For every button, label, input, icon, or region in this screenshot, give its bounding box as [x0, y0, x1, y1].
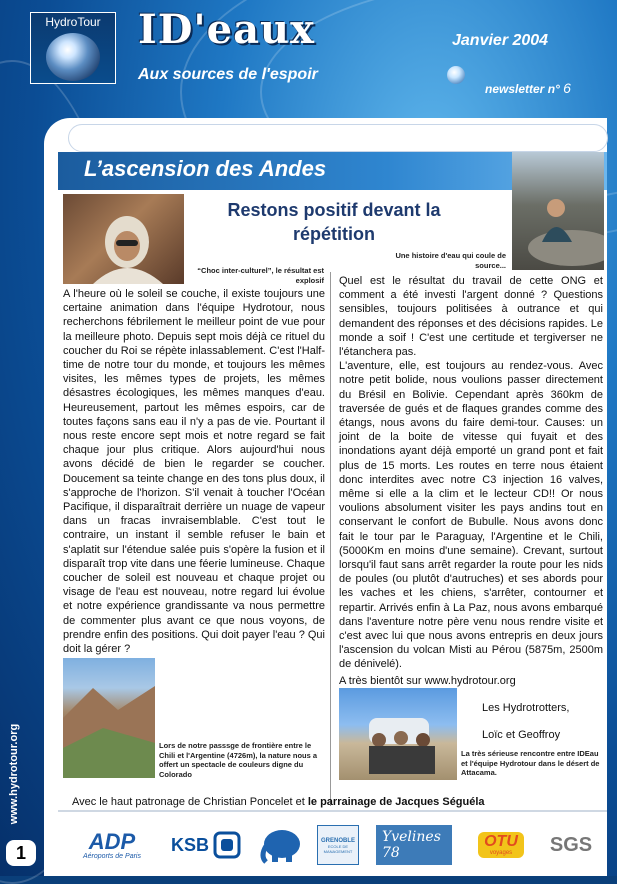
left-column-paragraph: A l'heure où le soleil se couche, il existe toujours une certaine animation dans l'équipe Hydrotour, nous recherchons fébrilement le meilleur point de vue pour la meilleure photo. Depuis sept mois déjà ce rituel du coucher du Roi se répète inlassablement. C'est l'Half-time de notre tour du monde, et toujours les mêmes visites, les mêmes types de projets, les mêmes désastres écologiques, les mêmes manques d'eau. Heureusement, partout les mêmes espoirs, car de toutes façons sans eau il n'y a pas de vie. Pourtant il nous reste encore sept mois et notre regard se fait chaque jour plus critique. Alors aujourd'hui nous avons décidé de bien le regarder se coucher. Doucement sa teinte change en des tons plus doux, il s'approche de l'horizon. S'il venait à toucher l'Océan Pacifique, il disparaîtrait derrière un nuage de vapeur dans un fracas invraisemblable. C'est tout le contraire, un instant il semble refuser le bain et s'aplatit sur l'étendue salée puis s'opère la fusion et il disparaît trop vite dans une féerie lumineuse. Chaque coucher de soleil est nouveau et chaque projet ou visage de l'eau est nouveau, notre regard lui évolue et notre expérience grandissante va nous permettre de commenter plus avant ce que nous voyons, de prendre enfin des positions. Qui doit payer l'eau ? Qui doit la gérer ? [63, 288, 325, 656]
side-website-text: www.hydrotour.org [8, 723, 21, 825]
sponsor-logo-adp [72, 826, 152, 864]
photo-colorful-mountains [63, 658, 155, 778]
photo-man-illustration [63, 194, 184, 284]
sponsor-logo-elephant [256, 826, 306, 864]
side-website [4, 720, 34, 830]
sponsor-yvelines-name: Yvelines 78 [376, 825, 452, 865]
right-column [339, 274, 603, 672]
closing-line: A très bientôt sur www.hydrotour.org [339, 675, 516, 687]
sponsor-grenoble-sub: ECOLE DE MANAGEMENT [323, 844, 353, 854]
sponsor-otu-name: OTU [484, 833, 518, 850]
photo-person-in-water [512, 152, 604, 270]
photo-team-illustration [339, 688, 457, 780]
sponsor-otu-sub: voyages [489, 850, 513, 856]
caption-top-left: “Choc inter-culturel”, le résultat est explosif [197, 266, 324, 285]
section-title: L’ascension des Andes [84, 156, 327, 181]
sponsor-grenoble-name: GRENOBLE [320, 838, 355, 844]
newsletter-title: ID'eaux [138, 6, 315, 53]
globe-icon [46, 33, 100, 81]
signature-line-1: Les Hydrotrotters, [482, 702, 570, 714]
caption-bottom-right: La très sérieuse rencontre entre IDEau et l'équipe Hydrotour dans le désert de Attacama. [461, 749, 600, 777]
left-column [63, 287, 325, 656]
elephant-icon [258, 826, 304, 864]
issue-value: 6 [563, 80, 571, 96]
issue-number [485, 80, 571, 96]
page-number: 1 [6, 840, 36, 866]
hydrotour-logo [30, 12, 116, 84]
water-drop-icon [447, 66, 465, 84]
patronage-text: Avec le haut patronage de Christian Poncelet et [72, 796, 308, 808]
photo-team-meeting [339, 688, 457, 780]
sponsor-ksb-name: KSB [170, 834, 209, 855]
sponsor-logo-yvelines [376, 826, 452, 864]
sponsor-logo-otu [470, 826, 532, 864]
issue-label: newsletter n° [485, 82, 560, 96]
signature-line-2: Loïc et Geoffroy [482, 729, 561, 741]
sponsor-logo-grenoble [316, 826, 360, 864]
caption-bottom-left: Lors de notre passsge de frontière entre le Chili et l'Argentine (4726m), la nature nous a offert un spectacle de couleurs digne du Colorado [159, 741, 318, 779]
sponsorship-text: le parrainage de Jacques Séguéla [307, 796, 485, 808]
issue-date: Janvier 2004 [452, 32, 549, 49]
ksb-mark-icon [213, 831, 241, 859]
caption-top-right: Une histoire d'eau qui coule de source... [395, 251, 506, 270]
top-banner [68, 124, 608, 152]
sponsor-adp-sub: Aéroports de Paris [83, 852, 141, 860]
sponsor-logo-ksb [164, 826, 248, 864]
right-column-paragraph-2: L'aventure, elle, est toujours au rendez-vous. Avec notre petit bolide, nous voulions passer directement du Brésil en Bolivie. Cependant après 360km de traversée de gués et de flaques grandes comme des étangs, nous avons du faire demi-tour. Causes: un joint de la boite de vitesse qui fuyait et des inondations ayant déjà emporté un grand pont et fait plus de 15 morts. Les routes en terre nous étaient donc interdites avec notre C3 injection 16 valves, même si elle a la clim et le lecteur CD!! Or nous voulions absolument visiter les pays andins tout en conservant le confort de Bubulle. Nous avons donc fait le tour par le Paraguay, l'Argentine et le Chili, (5000Km en moins d'une semaine). Crevant, surtout lorsqu'il faut sans arrêt regarder la route pour les nids de poules (ou plutôt d'autruches) et ses abords pour les vaches et les chiens, s'arrêter, contourner et repartir. Arrivés enfin à La Paz, nous avons embarqué dans l'aventure notre père venu nous rendre visite et c'est avec lui que nous avons entrepris en deux jours l'ascension du volcan Misti au Pérou (5875m, 2500m de dénivelé). [339, 360, 603, 671]
sponsor-sgs-name: SGS [549, 833, 593, 856]
column-divider [330, 272, 331, 806]
sponsor-adp-name: ADP [88, 828, 136, 854]
right-column-paragraph-1: Quel est le résultat du travail de cette ONG et comment a été investi l'argent donné ? Questions sensibles, toujours politisées à outrance et qui demandent des réponses et des décisions rapides. Le monde a soif ! C'est une certitude et tergiverser ne l'étanchera pas. [339, 275, 603, 359]
sponsor-logo-sgs [546, 826, 596, 864]
photo-man-in-headscarf [63, 194, 184, 284]
logo-text: HydroTour [45, 15, 101, 29]
footer-divider [58, 810, 607, 812]
photo-mountains-illustration [63, 658, 155, 778]
article-title: Restons positif devant la répétition [227, 200, 441, 244]
newsletter-subtitle: Aux sources de l'espoir [138, 66, 318, 83]
patronage-line [72, 796, 485, 808]
photo-water-illustration [512, 152, 604, 270]
